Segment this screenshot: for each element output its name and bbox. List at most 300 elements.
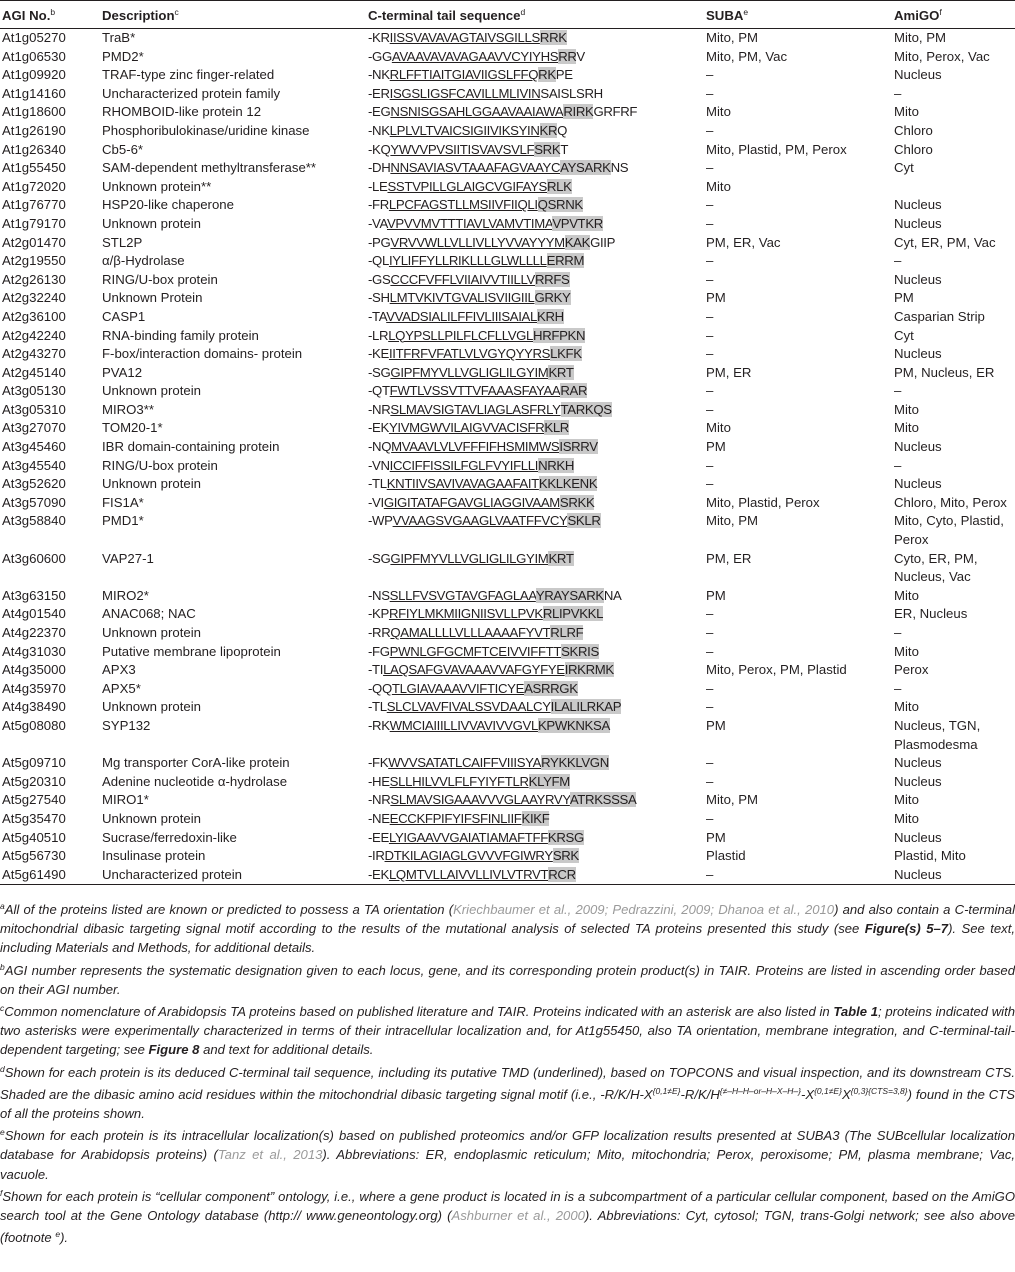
amigo-cell: Nucleus: [894, 439, 942, 455]
dibasic-segment: KKLKENK: [538, 476, 598, 492]
tmd-segment: YWVVPVSIITISVAVSVLF: [390, 141, 535, 157]
description-cell: α/β-Hydrolase: [102, 253, 185, 269]
sequence-cell: [366, 271, 704, 290]
table-row: [0, 438, 1015, 457]
citation: Ashburner et al., 2000: [451, 1208, 585, 1224]
tmd-segment: TLGIAVAAAVVIFTICYE: [391, 680, 525, 696]
dibasic-segment: ASRRGK: [524, 680, 578, 696]
table-row: [0, 512, 1015, 549]
sequence-cell: [366, 457, 704, 476]
description-cell: Unknown protein**: [102, 178, 212, 194]
description-cell: RING/U-box protein: [102, 271, 218, 287]
description-cell: APX5*: [102, 680, 141, 696]
description-cell: Uncharacterized protein: [100, 866, 366, 885]
description-cell: RING/U-box protein: [102, 457, 218, 473]
dibasic-segment: KAK: [564, 234, 591, 250]
description-cell: Sucrase/ferredoxin-like: [102, 829, 237, 845]
amigo-cell: –: [894, 253, 902, 269]
description-cell: Unknown protein: [102, 625, 201, 640]
tail-segment: -VA: [368, 215, 387, 231]
dibasic-segment: KLYFM: [528, 773, 570, 789]
table-body: [0, 29, 1015, 885]
amigo-cell: –: [894, 383, 902, 399]
table-row: [0, 178, 1015, 197]
agi-cell: At4g38490: [2, 699, 66, 715]
description-cell: F-box/interaction domains- protein: [102, 346, 303, 362]
suba-cell: –: [706, 85, 714, 101]
tail-segment: -NK: [368, 122, 390, 138]
dibasic-segment: KR: [539, 122, 558, 138]
amigo-cell: Mito, PM: [894, 30, 947, 45]
table-row: [0, 234, 1015, 253]
tmd-segment: LAQSAFGVAVAAAVVAFGYFYE: [383, 662, 565, 678]
agi-cell: At1g26340: [2, 141, 66, 157]
amigo-cell: Mito: [894, 401, 919, 417]
tail-segment: Q: [557, 122, 568, 138]
dibasic-segment: ISRRV: [559, 439, 598, 455]
sequence-cell: [366, 512, 704, 549]
table-row: [0, 791, 1015, 810]
tmd-segment: LYIGAAVVGAIATIAMAFTFF: [388, 829, 548, 845]
tmd-segment: QAMALLLLVLLLAAAAFYVT: [390, 625, 551, 640]
tail-segment: GRFRF: [593, 104, 638, 120]
sequence-cell: [366, 754, 704, 773]
suba-cell: PM: [706, 829, 726, 845]
suba-cell: Mito, PM: [706, 30, 759, 45]
suba-cell: –: [706, 271, 714, 287]
table-row: [0, 122, 1015, 141]
tail-segment: -NK: [368, 67, 390, 83]
suba-cell: –: [706, 476, 714, 492]
tail-segment: -PG: [368, 234, 391, 250]
tmd-segment: GIPFMYVLLVGLIGLILGYIM: [390, 550, 549, 566]
tmd-segment: LPLVLTVAICSIGIIVIKSYIN: [389, 122, 540, 138]
table-row: [0, 48, 1015, 67]
suba-cell: –: [704, 866, 892, 885]
suba-cell: Mito: [706, 420, 731, 436]
tmd-segment: RLFFTIAITGIAVIIGSLFFQ: [389, 67, 539, 83]
description-cell: Phosphoribulokinase/uridine kinase: [102, 122, 310, 138]
description-cell: MIRO1*: [102, 792, 149, 808]
suba-cell: PM: [706, 587, 726, 603]
suba-cell: PM, ER, Vac: [706, 234, 781, 250]
table-row: [0, 103, 1015, 122]
tmd-segment: WVVSATATLCAIFFVIIISYA: [388, 755, 542, 771]
amigo-cell: –: [894, 85, 902, 101]
amigo-cell: Casparian Strip: [894, 308, 985, 324]
amigo-cell: Nucleus: [894, 215, 942, 231]
agi-cell: At4g31030: [2, 643, 66, 659]
tmd-segment: LPCFAGSTLLMSIIVFIIQLI: [388, 197, 538, 213]
table-row: [0, 661, 1015, 680]
dibasic-segment: RIRK: [563, 104, 594, 120]
tail-segment: SAISLSRH: [540, 85, 603, 101]
dibasic-segment: RLK: [547, 178, 572, 194]
tmd-segment: SLLHILVVLFLFYIYFTLR: [389, 773, 529, 789]
description-cell: VAP27-1: [102, 550, 154, 566]
tail-segment: -DH: [368, 160, 391, 176]
table-row: [0, 773, 1015, 792]
citation: Tanz et al., 2013: [217, 1147, 323, 1163]
footnote-c: $^c$Common nomenclature of Arabidopsis TA proteins based on published literature and TAIR. Proteins indicated with an asterisk are also listed in Table 1; proteins indicated with two asterisks were experimentally characterized in terms of their intracellular localization and, for At1g55450, also TA orientation, membrane integration, and C-terminal-tail-dependent targeting; see Figure 8 and text for additional details.: [0, 1003, 1015, 1058]
amigo-cell: Cyt, ER, PM, Vac: [894, 234, 996, 250]
tail-segment: -KQ: [368, 141, 391, 157]
tmd-segment: ISGSLIGSFCAVILLMLIVIN: [389, 85, 541, 101]
suba-cell: Mito, PM: [706, 513, 759, 529]
tmd-segment: LQMTVLLAIVVLLIVLVTRVT: [388, 866, 549, 882]
dibasic-segment: RRFS: [535, 271, 570, 287]
dibasic-segment: ERRM: [546, 253, 585, 269]
suba-cell: –: [706, 643, 714, 659]
tmd-segment: FWTLVSSVTTVFAAASFAYAA: [389, 383, 561, 399]
table-row: [0, 494, 1015, 513]
tail-segment: -EK: [368, 866, 389, 882]
amigo-cell: Mito: [894, 104, 919, 120]
agi-cell: At3g05130: [2, 383, 66, 399]
suba-cell: PM, ER: [706, 364, 752, 380]
suba-cell: –: [706, 346, 714, 362]
amigo-cell: Perox: [894, 662, 929, 678]
description-cell: CASP1: [102, 308, 146, 324]
sequence-cell: [366, 308, 704, 327]
dibasic-segment: SKLR: [567, 513, 601, 529]
suba-cell: –: [706, 122, 714, 138]
table-row: [0, 419, 1015, 438]
tmd-segment: NSNISGSAHLGGAAVAAIAWA: [390, 104, 564, 120]
tmd-segment: MVAAVLVLVFFFIFHSMIMWS: [391, 439, 560, 455]
description-cell: TRAF-type zinc finger-related: [102, 67, 275, 83]
dibasic-segment: RYKKLVGN: [541, 755, 609, 771]
dibasic-segment: QSRNK: [537, 197, 583, 213]
tail-segment: V: [576, 48, 585, 64]
description-cell: MIRO2*: [102, 587, 149, 603]
agi-cell: At2g19550: [2, 253, 66, 269]
dibasic-segment: KIKF: [521, 810, 550, 826]
sequence-cell: [366, 103, 704, 122]
tail-segment: -HE: [368, 773, 390, 789]
amigo-cell: Nucleus: [894, 271, 942, 287]
amigo-cell: Mito: [894, 792, 919, 808]
tmd-segment: PWNLGFGCMFTCEIVVIFFTT: [389, 643, 562, 659]
suba-cell: –: [706, 253, 714, 269]
tail-segment: -GS: [368, 271, 391, 287]
suba-cell: Mito, Perox, PM, Plastid: [706, 662, 847, 678]
sequence-cell: [366, 178, 704, 197]
agi-cell: At1g06530: [2, 48, 66, 64]
suba-cell: Mito: [706, 178, 731, 194]
dibasic-segment: HRFPKN: [533, 327, 586, 343]
description-cell: Insulinase protein: [102, 848, 206, 864]
sequence-cell: [366, 66, 704, 85]
footnotes: [0, 897, 1015, 1247]
description-cell: SYP132: [102, 717, 151, 733]
tail-segment: -NR: [368, 792, 391, 808]
table-row: [0, 457, 1015, 476]
tmd-segment: IYLIFFYLLRIKLLLGLWLLLL: [388, 253, 547, 269]
agi-cell: At1g18600: [2, 104, 66, 120]
amigo-cell: Chloro: [894, 122, 933, 138]
agi-cell: At2g26130: [2, 271, 66, 287]
header-suba: SUBA$^e$: [704, 1, 892, 29]
table-row: [0, 345, 1015, 364]
dibasic-segment: RR: [558, 48, 577, 64]
sequence-cell: [366, 419, 704, 438]
tmd-segment: LQYPSLLPILFLCFLLVGL: [388, 327, 534, 343]
suba-cell: –: [706, 327, 714, 343]
tail-segment: -ER: [368, 85, 390, 101]
tail-segment: -GG: [368, 48, 392, 64]
description-cell: APX3: [102, 662, 136, 678]
table-row: [0, 698, 1015, 717]
agi-cell: At1g76770: [2, 197, 66, 213]
suba-cell: –: [706, 680, 714, 696]
sequence-cell: [366, 215, 704, 234]
dibasic-segment: KRSG: [547, 829, 584, 845]
dibasic-segment: RK: [592, 160, 611, 176]
dibasic-segment: KR: [585, 215, 603, 231]
tail-segment: -FG: [368, 643, 390, 659]
description-cell: Unknown protein: [102, 215, 201, 231]
tail-segment: -RR: [368, 625, 391, 640]
tail-segment: -TI: [368, 662, 384, 678]
dibasic-segment: YRAYSA: [535, 587, 587, 603]
suba-cell: –: [706, 773, 714, 789]
tail-segment: -EK: [368, 420, 389, 436]
table-row: [0, 327, 1015, 346]
sequence-cell: [366, 661, 704, 680]
amigo-cell: Cyt: [894, 327, 914, 343]
sequence-cell: [366, 141, 704, 160]
sequence-cell: [366, 438, 704, 457]
description-cell: IBR domain-containing protein: [102, 439, 280, 455]
table-row: [0, 829, 1015, 848]
suba-cell: Mito, Plastid, PM, Perox: [706, 141, 847, 157]
sequence-cell: [366, 829, 704, 848]
suba-cell: –: [706, 606, 714, 622]
agi-cell: At3g45460: [2, 439, 66, 455]
tail-segment: -LE: [368, 178, 388, 194]
amigo-cell: Mito: [894, 420, 919, 436]
sequence-cell: [366, 866, 704, 885]
table-row: [0, 550, 1015, 587]
sequence-cell: [366, 587, 704, 606]
amigo-cell: –: [894, 680, 902, 696]
tmd-segment: VRVVWLLVLLIVLLYVVAYYYM: [390, 234, 565, 250]
agi-cell: At4g22370: [2, 625, 66, 640]
agi-cell: At3g58840: [2, 513, 66, 529]
agi-cell: At5g35470: [2, 810, 66, 826]
amigo-cell: Chloro, Mito, Perox: [894, 494, 1007, 510]
table-header-row: [0, 1, 1015, 29]
tail-segment: NA: [603, 587, 622, 603]
suba-cell: –: [706, 699, 714, 715]
agi-cell: At2g01470: [2, 234, 66, 250]
amigo-cell: Mito: [894, 810, 919, 826]
agi-cell: At1g72020: [2, 178, 66, 194]
dibasic-segment: SRK: [552, 848, 579, 864]
amigo-cell: [892, 178, 1015, 197]
agi-cell: At2g45140: [2, 364, 66, 380]
tmd-segment: AVAAVAVAVAGAAVVCYIYHS: [391, 48, 559, 64]
suba-cell: Mito, PM: [706, 792, 759, 808]
tail-segment: -VN: [368, 457, 390, 473]
agi-cell: At3g52620: [2, 476, 66, 492]
tail-segment: T: [560, 141, 569, 157]
description-cell: RNA-binding family protein: [102, 327, 259, 343]
sequence-cell: [366, 382, 704, 401]
agi-cell: At3g27070: [2, 420, 66, 436]
sequence-cell: [366, 122, 704, 141]
sequence-cell: [366, 550, 704, 587]
agi-cell: At1g26190: [2, 122, 66, 138]
table-row: [0, 252, 1015, 271]
table-row: [0, 271, 1015, 290]
tail-segment: -SH: [368, 290, 390, 306]
description-cell: Mg transporter CorA-like protein: [102, 755, 290, 771]
table-row: [0, 624, 1015, 643]
sequence-cell: [366, 234, 704, 253]
suba-cell: –: [706, 457, 714, 473]
description-cell: ANAC068; NAC: [102, 606, 196, 622]
tmd-segment: ECCKFPIFYIFSFINLIIF: [389, 810, 522, 826]
tail-segment: -RK: [368, 717, 390, 733]
dibasic-segment: RK: [586, 587, 604, 603]
suba-cell: –: [706, 197, 714, 213]
tail-segment: -SG: [368, 364, 391, 380]
sequence-cell: [366, 605, 704, 624]
table-row: [0, 141, 1015, 160]
agi-cell: At5g61490: [0, 866, 100, 885]
suba-cell: –: [706, 625, 714, 640]
description-cell: Putative membrane lipoprotein: [102, 643, 281, 659]
description-cell: Adenine nucleotide α-hydrolase: [102, 773, 288, 789]
agi-cell: At1g79170: [2, 215, 66, 231]
tail-segment: -TL: [368, 699, 387, 715]
header-amigo: AmiGO$^f$: [892, 1, 1015, 29]
description-cell: FIS1A*: [102, 494, 144, 510]
agi-cell: At2g43270: [2, 346, 66, 362]
tail-segment: -TL: [368, 476, 387, 492]
amigo-cell: Nucleus: [894, 773, 942, 789]
description-cell: PMD1*: [102, 513, 144, 529]
suba-cell: –: [706, 160, 714, 176]
agi-cell: At2g32240: [2, 290, 66, 306]
suba-cell: –: [706, 67, 714, 83]
sequence-cell: [366, 345, 704, 364]
tail-segment: -NS: [368, 587, 390, 603]
tail-segment: -WP: [368, 513, 393, 529]
suba-cell: Mito, Plastid, Perox: [706, 494, 820, 510]
suba-cell: –: [706, 810, 714, 826]
agi-cell: At2g36100: [2, 308, 66, 324]
table-row: [0, 159, 1015, 178]
table-row: [0, 643, 1015, 662]
sequence-cell: [366, 847, 704, 866]
amigo-cell: Plastid, Mito: [894, 848, 966, 864]
agi-cell: At1g14160: [2, 85, 66, 101]
description-cell: SAM-dependent methyltransferase**: [102, 160, 317, 176]
sequence-cell: [366, 327, 704, 346]
agi-cell: At5g08080: [2, 717, 66, 733]
dibasic-segment: SRK: [534, 141, 561, 157]
sequence-cell: [366, 810, 704, 829]
description-cell: TraB*: [102, 30, 136, 45]
table-row: [0, 215, 1015, 234]
agi-cell: At5g09710: [2, 755, 66, 771]
description-cell: Unknown protein: [102, 699, 201, 715]
tail-segment: PE: [555, 67, 573, 83]
suba-cell: Plastid: [706, 848, 746, 864]
dibasic-segment: RLIPVKKL: [542, 606, 604, 622]
suba-cell: PM, ER: [706, 550, 752, 566]
amigo-cell: Nucleus: [894, 67, 942, 83]
amigo-cell: Mito: [894, 587, 919, 603]
table-row: [0, 475, 1015, 494]
sequence-cell: [366, 29, 704, 48]
description-cell: TOM20-1*: [102, 420, 163, 436]
amigo-cell: Mito, Perox, Vac: [894, 48, 990, 64]
amigo-cell: Nucleus: [894, 197, 942, 213]
agi-cell: At3g05310: [2, 401, 66, 417]
tmd-segment: NNSAVIASVTAAAFAGVAAYC: [390, 160, 561, 176]
agi-cell: At4g35970: [2, 680, 66, 696]
tmd-segment: YIVMGWVILAIGVVACISFR: [388, 420, 545, 436]
dibasic-segment: ATRKSSSA: [569, 792, 637, 808]
suba-cell: –: [706, 401, 714, 417]
dibasic-segment: RLRF: [550, 625, 584, 640]
agi-cell: At1g05270: [2, 30, 66, 45]
table-row: [0, 308, 1015, 327]
tmd-segment: SSTVPILLGLAIGCVGIFAYS: [387, 178, 547, 194]
description-cell: PMD2*: [102, 48, 144, 64]
sequence-cell: [366, 364, 704, 383]
tail-segment: -NQ: [368, 439, 392, 455]
suba-cell: Mito, PM, Vac: [706, 48, 788, 64]
table-row: [0, 196, 1015, 215]
description-cell: STL2P: [102, 234, 143, 250]
tmd-segment: DTKILAGIAGLGVVVFGIWRY: [384, 848, 553, 864]
suba-cell: PM: [706, 717, 726, 733]
description-cell: MIRO3**: [102, 401, 155, 417]
table-row: [0, 85, 1015, 104]
dibasic-segment: TARKQS: [560, 401, 612, 417]
amigo-cell: Mito: [894, 699, 919, 715]
sequence-cell: [366, 252, 704, 271]
tail-segment: -QL: [368, 253, 389, 269]
tail-segment: -LR: [368, 327, 389, 343]
dibasic-segment: LKFK: [550, 346, 582, 362]
agi-cell: At1g09920: [2, 67, 66, 83]
tail-segment: -KE: [368, 346, 389, 362]
agi-cell: At5g56730: [2, 848, 66, 864]
amigo-cell: Mito: [894, 643, 919, 659]
table-row: [0, 289, 1015, 308]
tail-segment: -FK: [368, 755, 389, 771]
table-row: [0, 717, 1015, 754]
tail-segment: -FR: [368, 197, 389, 213]
footnote-f: $^f$Shown for each protein is “cellular component” ontology, i.e., where a gene product is located in is a subcompartment of a particular cellular component, based on the AmiGO search tool at the Gene Ontology database (http:// www.geneontology.org) (Ashburner et al., 2000). Abbreviations: Cyt, cytosol; TGN, trans-Golgi network; see also above (footnote $^e$).: [0, 1187, 1015, 1246]
dibasic-segment: GRKY: [534, 290, 571, 306]
tail-segment: GIIP: [590, 234, 616, 250]
table-row: [0, 605, 1015, 624]
amigo-cell: Cyt: [894, 160, 914, 176]
sequence-cell: [366, 48, 704, 67]
amigo-cell: Nucleus: [894, 476, 942, 492]
header-description: Description$^c$: [100, 1, 366, 29]
agi-cell: At3g63150: [2, 587, 66, 603]
suba-cell: –: [706, 215, 714, 231]
sequence-cell: [366, 791, 704, 810]
